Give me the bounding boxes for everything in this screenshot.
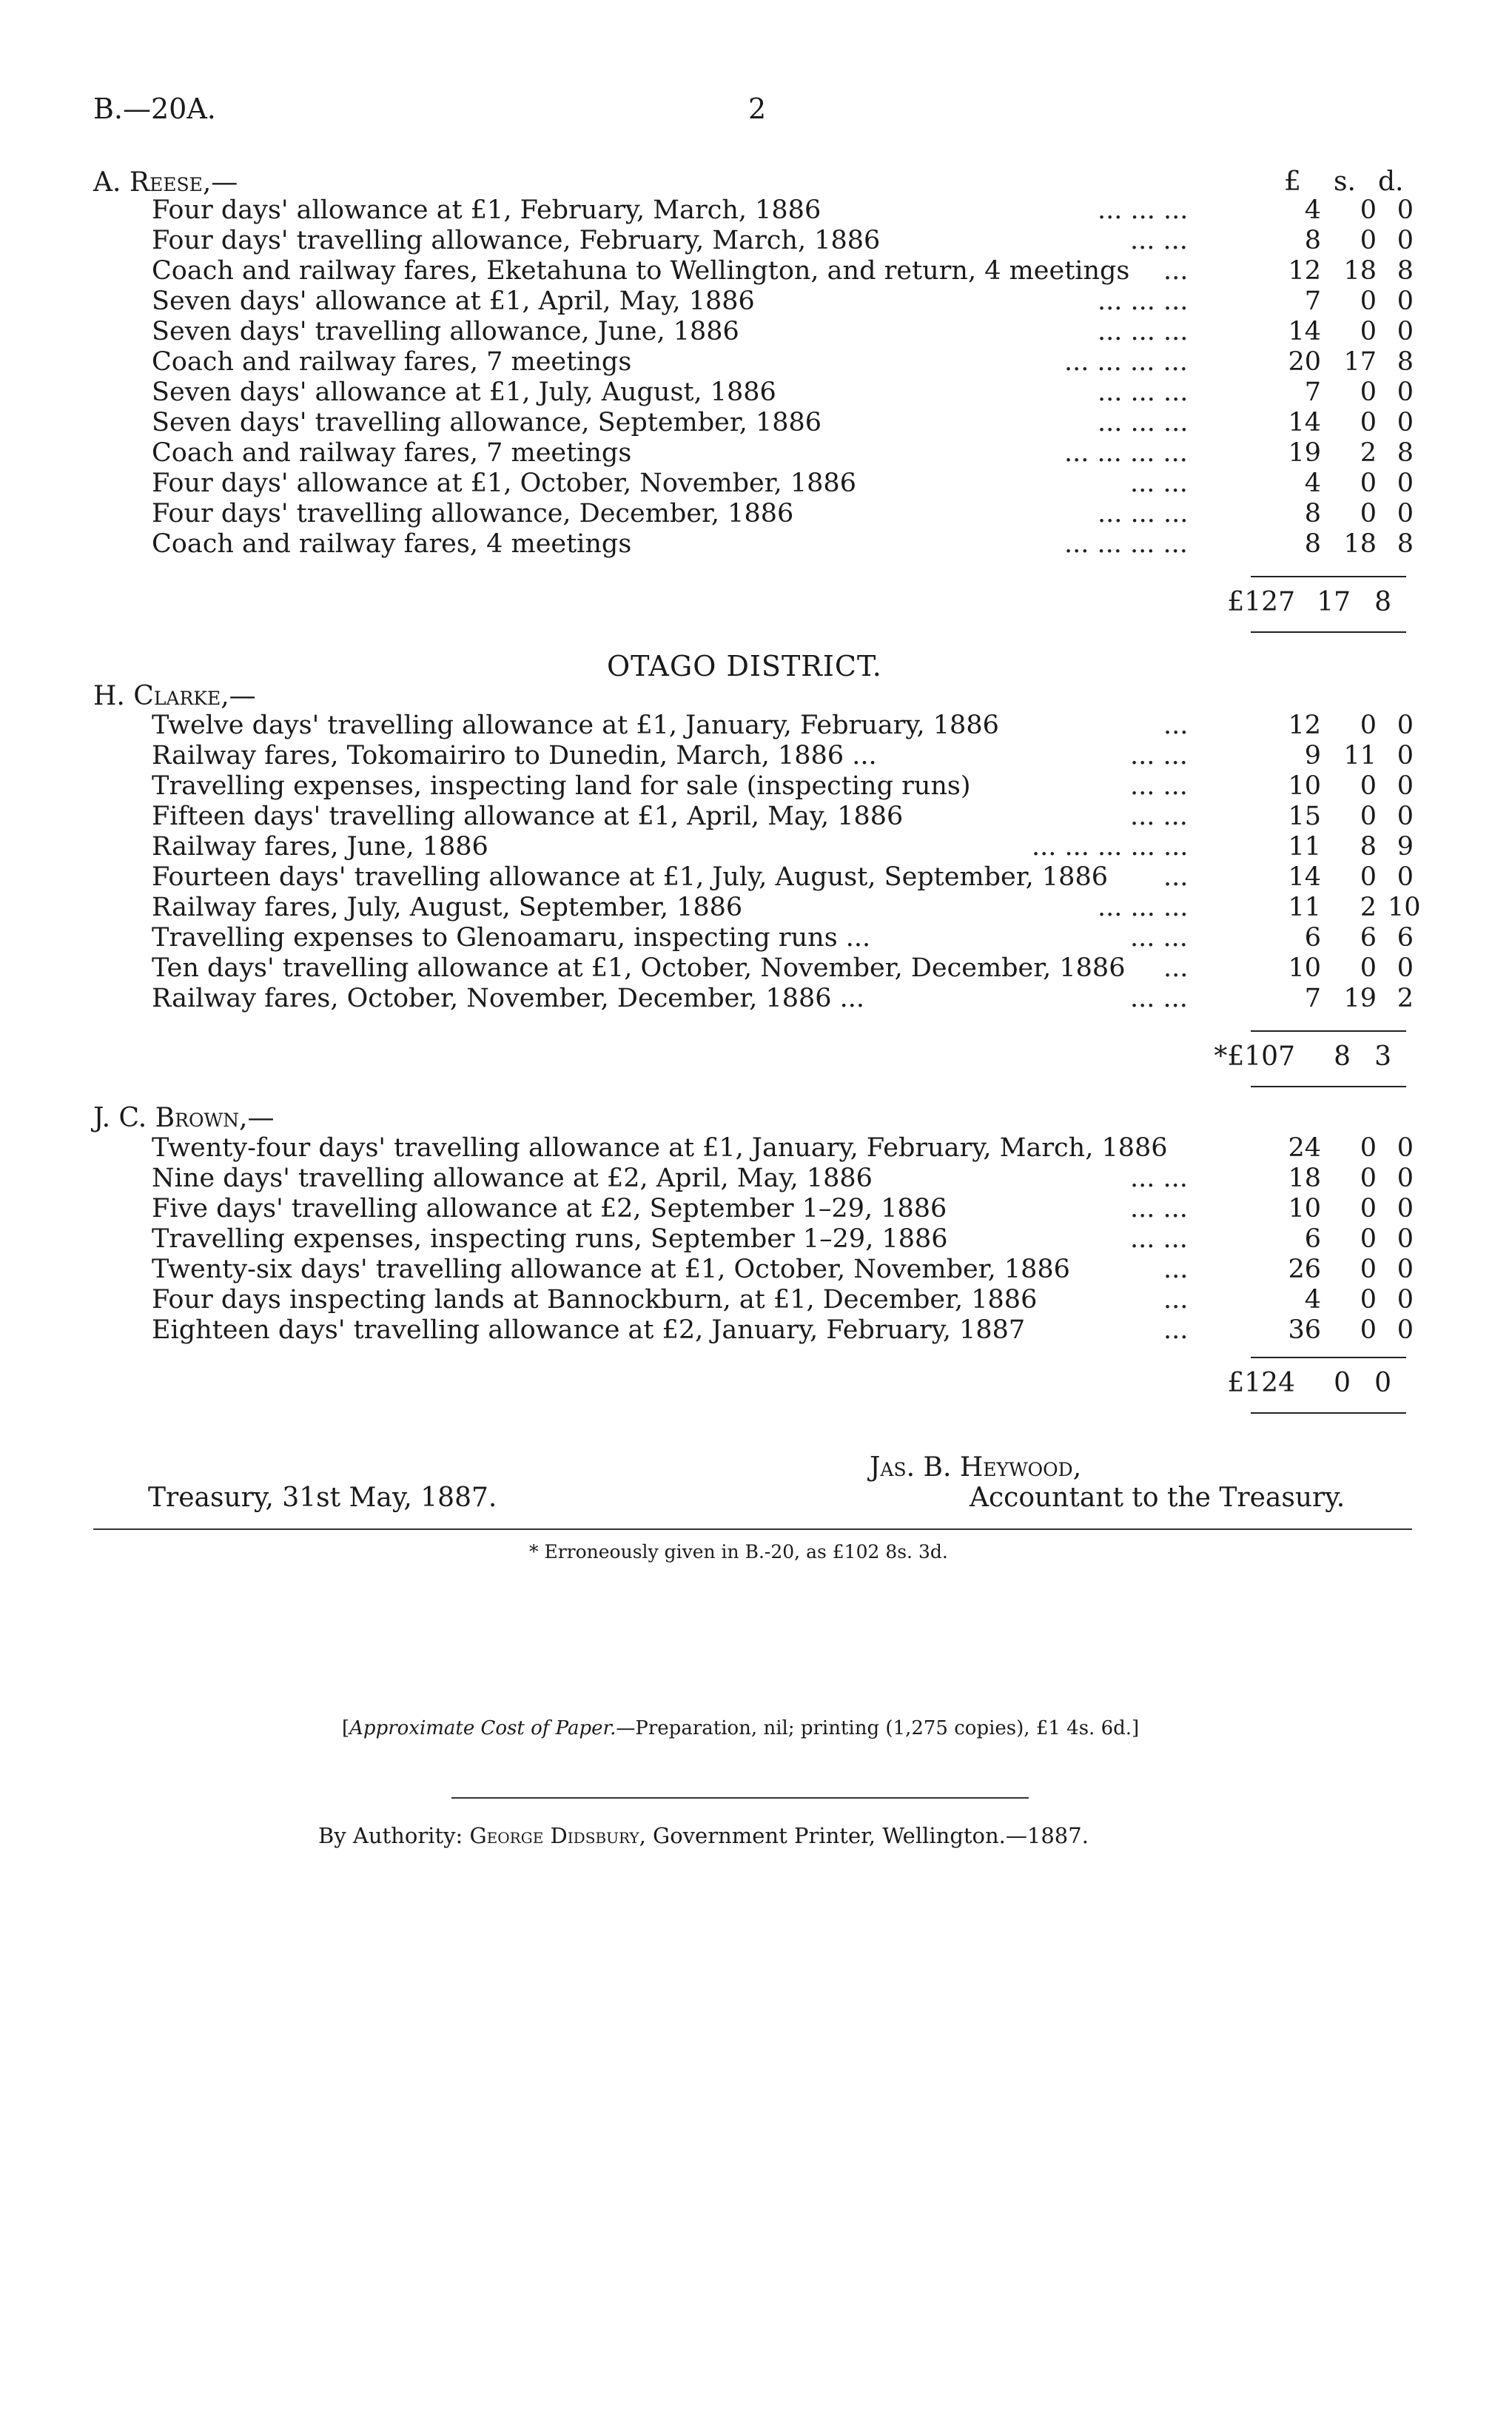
amount-shillings: 6 [1360,923,1377,953]
currency-column-headings [1251,167,1414,198]
amount-pence: 0 [1397,953,1414,983]
footer-rule [93,1528,1412,1530]
leader-dots: ... ... ... [1098,286,1189,316]
expense-description: Railway fares, October, November, December, 1886 ... [152,984,865,1013]
shillings-heading: s. [1334,167,1356,197]
section-heading: OTAGO DISTRICT. [607,650,882,682]
expense-description: Travelling expenses to Glenoamaru, inspecting runs ... [152,923,871,953]
expense-description: Coach and railway fares, Eketahuna to Wellington, and return, 4 meetings [152,256,1130,286]
expense-row [152,1285,1414,1315]
amount-pounds: 36 [1288,1315,1321,1345]
leader-dots: ... ... ... [1098,377,1189,407]
leader-dots: ... ... [1130,1224,1188,1254]
amount-pounds: 15 [1288,802,1321,831]
amount-shillings: 0 [1360,469,1377,498]
amount-shillings: 0 [1360,1255,1377,1284]
expense-row [152,741,1414,771]
amount-shillings: 0 [1360,953,1377,983]
amount-pence: 0 [1397,195,1414,225]
amount-shillings: 2 [1360,893,1377,922]
amount-shillings: 19 [1343,984,1377,1013]
amount-pence: 0 [1397,741,1414,771]
total-rule [1251,576,1406,577]
amount-shillings: 0 [1360,286,1377,316]
amount-pence: 8 [1397,256,1414,286]
expense-description: Seven days' allowance at £1, April, May, 1886 [152,286,755,316]
amount-pence: 0 [1397,1194,1414,1224]
amount-pence: 0 [1397,469,1414,498]
amount-pounds: 26 [1288,1255,1321,1284]
leader-dots: ... ... [1130,771,1188,801]
amount-shillings: 0 [1360,1164,1377,1193]
expense-row [152,1194,1414,1224]
expense-description: Eighteen days' travelling allowance at £2, January, February, 1887 [152,1315,1026,1345]
cost-note [342,1717,1139,1739]
amount-pence: 10 [1388,893,1421,922]
amount-shillings: 0 [1360,1194,1377,1224]
payee-name: H. Clarke,— [93,681,256,711]
amount-shillings: 0 [1360,1285,1377,1315]
amount-pounds: 7 [1304,377,1321,407]
expense-row [152,317,1414,347]
leader-dots: ... ... ... ... [1064,438,1188,468]
pounds-heading: £ [1284,167,1301,197]
amount-pounds: 8 [1304,529,1321,559]
total-pounds: £127 [1227,587,1295,617]
expense-description: Seven days' travelling allowance, September, 1886 [152,408,822,437]
expense-description: Travelling expenses, inspecting land for sale (inspecting runs) [152,771,971,801]
amount-shillings: 0 [1360,711,1377,740]
amount-shillings: 18 [1343,256,1377,286]
amount-pounds: 8 [1304,499,1321,528]
imprint-suffix: , Government Printer, Wellington.—1887. [639,1823,1089,1848]
amount-pounds: 6 [1304,923,1321,953]
cost-note-label: Approximate Cost of Paper. [349,1717,616,1739]
leader-dots: ... ... ... [1098,195,1189,225]
expense-description: Fifteen days' travelling allowance at £1, April, May, 1886 [152,802,904,831]
amount-shillings: 0 [1360,771,1377,801]
expense-row [152,923,1414,953]
footnote: * Erroneously given in B.-20, as £102 8s. 3d. [529,1541,948,1563]
leader-dots: ... ... ... [1098,893,1189,922]
total-pence: 0 [1374,1368,1391,1398]
leader-dots: ... ... ... ... ... [1032,832,1189,862]
expense-description: Four days' travelling allowance, February, March, 1886 [152,226,881,255]
imprint-prefix: By Authority: [318,1823,470,1848]
amount-pounds: 4 [1304,469,1321,498]
leader-dots: ... ... [1130,1164,1188,1193]
amount-pounds: 18 [1288,1164,1321,1193]
expense-description: Fourteen days' travelling allowance at £1, July, August, September, 1886 [152,862,1108,892]
leader-dots: ... ... [1130,1194,1188,1224]
amount-pounds: 8 [1304,226,1321,255]
leader-dots: ... ... ... [1098,499,1189,528]
amount-pounds: 10 [1288,953,1321,983]
amount-shillings: 0 [1360,802,1377,831]
expense-description: Nine days' travelling allowance at £2, April, May, 1886 [152,1164,873,1193]
leader-dots: ... ... [1130,469,1188,498]
cost-note-detail: —Preparation, nil; printing (1,275 copies), £1 4s. 6d.] [616,1717,1140,1739]
amount-shillings: 2 [1360,438,1377,468]
printer-imprint [318,1823,1089,1848]
expense-description: Twelve days' travelling allowance at £1, January, February, 1886 [152,711,999,740]
expense-row [152,256,1414,286]
amount-shillings: 0 [1360,317,1377,346]
amount-shillings: 0 [1360,408,1377,437]
expense-row [152,832,1414,862]
amount-shillings: 8 [1360,832,1377,862]
section-total [1155,1041,1414,1073]
amount-pounds: 14 [1288,408,1321,437]
total-rule [1251,1030,1406,1032]
amount-shillings: 17 [1343,347,1377,377]
signatory-title: Accountant to the Treasury. [970,1483,1345,1513]
leader-dots: ... ... ... [1098,408,1189,437]
leader-dots: ... ... ... [1098,317,1189,346]
leader-dots: ... ... ... ... [1064,347,1188,377]
amount-pence: 0 [1397,1315,1414,1345]
leader-dots: ... [1163,711,1189,740]
expense-row [152,347,1414,377]
expense-description: Four days' allowance at £1, February, March, 1886 [152,195,821,225]
printer-name: George Didsbury [469,1823,639,1848]
expense-row [152,529,1414,560]
amount-pence: 0 [1397,226,1414,255]
expense-description: Ten days' travelling allowance at £1, October, November, December, 1886 [152,953,1126,983]
expense-description: Railway fares, June, 1886 [152,832,488,862]
amount-shillings: 18 [1343,529,1377,559]
expense-row [152,953,1414,984]
amount-pounds: 12 [1288,711,1321,740]
amount-pence: 0 [1397,862,1414,892]
amount-pounds: 11 [1288,893,1321,922]
amount-pence: 0 [1397,1224,1414,1254]
expense-description: Four days inspecting lands at Bannockburn, at £1, December, 1886 [152,1285,1038,1315]
leader-dots: ... [1163,1255,1189,1284]
amount-shillings: 0 [1360,1133,1377,1163]
expense-row [152,499,1414,529]
amount-pounds: 10 [1288,1194,1321,1224]
amount-pounds: 10 [1288,771,1321,801]
total-rule [1251,1357,1406,1358]
expense-description: Seven days' travelling allowance, June, 1886 [152,317,739,346]
amount-pence: 8 [1397,438,1414,468]
total-rule [1251,1412,1406,1414]
expense-description: Four days' travelling allowance, December, 1886 [152,499,794,528]
amount-shillings: 0 [1360,1315,1377,1345]
imprint-rule [451,1797,1029,1799]
payee-name: J. C. Brown,— [93,1103,275,1133]
amount-pence: 2 [1397,984,1414,1013]
amount-pence: 0 [1397,317,1414,346]
amount-pounds: 12 [1288,256,1321,286]
expense-description: Coach and railway fares, 4 meetings [152,529,632,559]
payee-name: A. Reese,— [93,167,238,198]
amount-pence: 0 [1397,771,1414,801]
amount-shillings: 0 [1360,377,1377,407]
total-shillings: 17 [1317,587,1351,617]
amount-pence: 8 [1397,347,1414,377]
total-pounds: £124 [1227,1368,1295,1398]
amount-pence: 0 [1397,286,1414,316]
leader-dots: ... ... [1130,984,1188,1013]
amount-pounds: 14 [1288,862,1321,892]
expense-row [152,984,1414,1014]
expense-description: Travelling expenses, inspecting runs, September 1–29, 1886 [152,1224,948,1254]
amount-pounds: 7 [1304,984,1321,1013]
amount-pounds: 11 [1288,832,1321,862]
amount-shillings: 0 [1360,1224,1377,1254]
expense-row [152,1255,1414,1285]
expense-description: Railway fares, Tokomairiro to Dunedin, March, 1886 ... [152,741,877,771]
total-pounds: *£107 [1214,1041,1295,1072]
expense-description: Coach and railway fares, 7 meetings [152,438,632,468]
expense-row [152,195,1414,226]
leader-dots: ... ... [1130,226,1188,255]
page-header [93,93,1411,137]
leader-dots: ... [1163,256,1189,286]
amount-pounds: 24 [1288,1133,1321,1163]
expense-description: Twenty-six days' travelling allowance at £1, October, November, 1886 [152,1255,1070,1284]
expense-row [152,893,1421,923]
expense-description: Twenty-four days' travelling allowance at £1, January, February, March, 1886 [152,1133,1168,1163]
place-and-date: Treasury, 31st May, 1887. [148,1483,497,1513]
amount-pence: 0 [1397,1285,1414,1315]
expense-row [152,438,1414,469]
amount-shillings: 11 [1343,741,1377,771]
expense-description: Seven days' allowance at £1, July, August, 1886 [152,377,776,407]
expense-row [152,226,1414,256]
amount-pounds: 4 [1304,195,1321,225]
total-pence: 3 [1374,1041,1391,1072]
total-rule [1251,631,1406,633]
amount-pence: 8 [1397,529,1414,559]
expense-row [152,286,1414,317]
amount-pence: 6 [1397,923,1414,953]
document-reference: B.—20A. [93,93,216,125]
section-total [1155,1367,1414,1400]
expense-description: Four days' allowance at £1, October, November, 1886 [152,469,856,498]
amount-pounds: 20 [1288,347,1321,377]
amount-pence: 0 [1397,1164,1414,1193]
expense-row [152,862,1414,893]
signatory-name: Jas. B. Heywood, [870,1452,1082,1483]
amount-pounds: 9 [1304,741,1321,771]
leader-dots: ... [1163,862,1189,892]
amount-pounds: 19 [1288,438,1321,468]
expense-row [152,1315,1414,1346]
total-shillings: 8 [1334,1041,1351,1072]
leader-dots: ... [1163,1285,1189,1315]
section-total [1155,586,1414,619]
amount-pounds: 7 [1304,286,1321,316]
leader-dots: ... ... [1130,802,1188,831]
expense-description: Railway fares, July, August, September, 1886 [152,893,743,922]
amount-pence: 0 [1397,711,1414,740]
amount-pounds: 4 [1304,1285,1321,1315]
leader-dots: ... ... ... ... [1064,529,1188,559]
page-number: 2 [748,93,767,125]
amount-pence: 0 [1397,1133,1414,1163]
expense-row [152,1164,1414,1194]
expense-row [152,377,1414,408]
total-shillings: 0 [1334,1368,1351,1398]
expense-row [152,771,1414,802]
amount-pence: 0 [1397,802,1414,831]
amount-pence: 0 [1397,1255,1414,1284]
amount-shillings: 0 [1360,195,1377,225]
leader-dots: ... [1163,1315,1189,1345]
expense-row [152,711,1414,741]
amount-pence: 0 [1397,408,1414,437]
total-pence: 8 [1374,587,1391,617]
amount-pence: 0 [1397,377,1414,407]
amount-pounds: 6 [1304,1224,1321,1254]
expense-row [152,802,1414,832]
cost-note-bracket: [ [342,1717,350,1739]
leader-dots: ... ... [1130,923,1188,953]
leader-dots: ... ... [1130,741,1188,771]
expense-row [152,469,1414,499]
leader-dots: ... [1163,953,1189,983]
amount-pence: 0 [1397,499,1414,528]
pence-heading: d. [1378,167,1404,197]
amount-pounds: 14 [1288,317,1321,346]
expense-description: Coach and railway fares, 7 meetings [152,347,632,377]
expense-row [152,408,1414,438]
expense-row [152,1133,1414,1164]
expense-description: Five days' travelling allowance at £2, September 1–29, 1886 [152,1194,947,1224]
amount-shillings: 0 [1360,226,1377,255]
expense-row [152,1224,1414,1255]
amount-shillings: 0 [1360,862,1377,892]
amount-shillings: 0 [1360,499,1377,528]
amount-pence: 9 [1397,832,1414,862]
total-rule [1251,1086,1406,1087]
